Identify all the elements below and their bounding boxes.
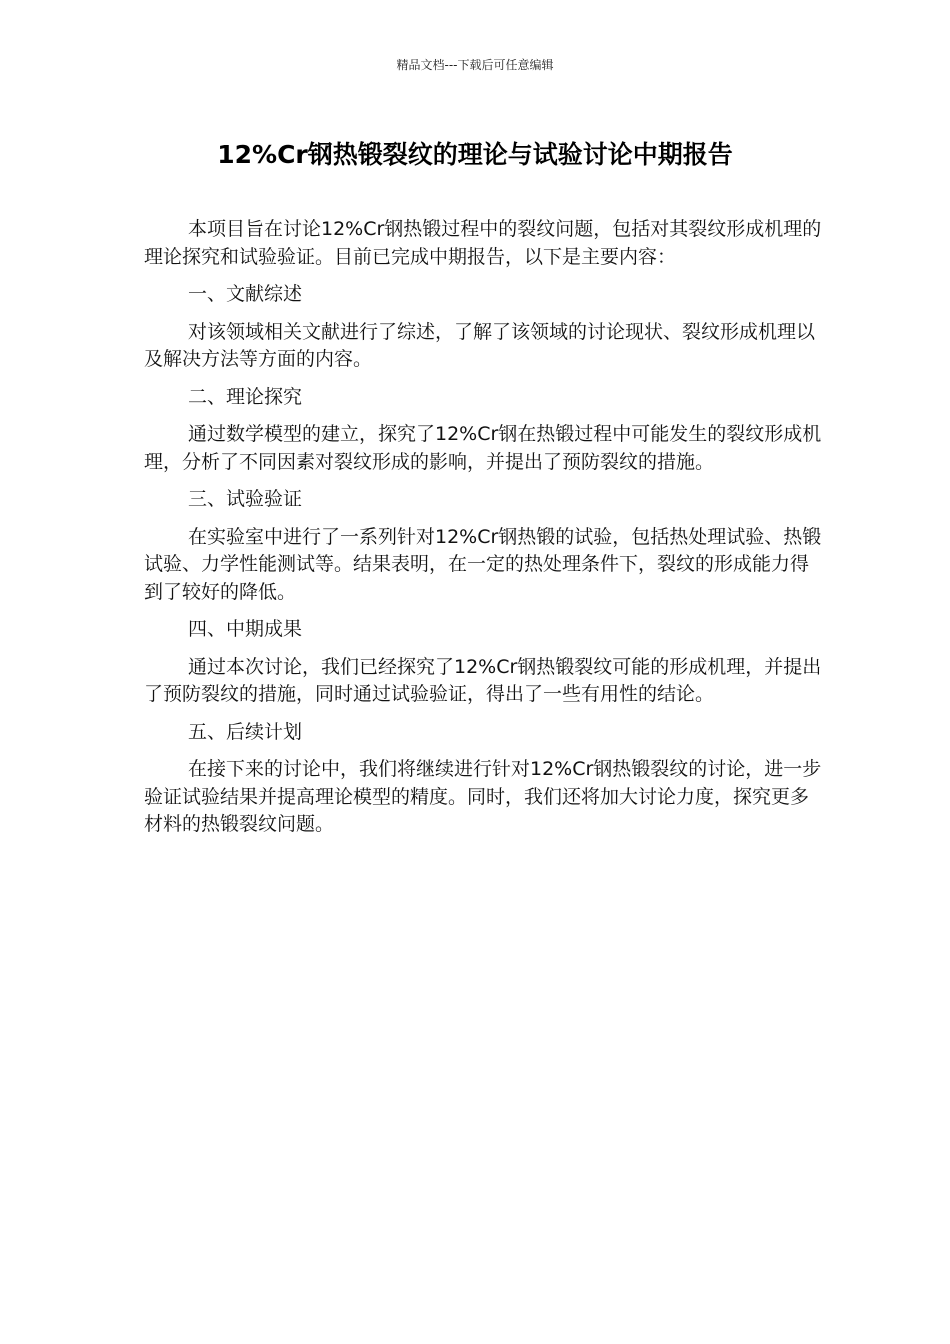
header-note: 精品文档---下载后可任意编辑 — [396, 58, 554, 72]
document-title: 12%Cr钢热锻裂纹的理论与试验讨论中期报告 — [217, 140, 733, 169]
section-body-future-plan: 在接下来的讨论中，我们将继续进行针对12%Cr钢热锻裂纹的讨论，进一步验证试验结果并提高理论模型的精度。同时，我们还将加大讨论力度，探究更多材料的热锻裂纹问题。 — [144, 758, 822, 835]
section-heading-experiment: 三、试验验证 — [188, 488, 303, 510]
intro-paragraph: 本项目旨在讨论12%Cr钢热锻过程中的裂纹问题，包括对其裂纹形成机理的理论探究和试验验证。目前已完成中期报告，以下是主要内容： — [144, 218, 822, 268]
section-heading-midterm-results: 四、中期成果 — [188, 618, 303, 640]
section-heading-literature-review: 一、文献综述 — [188, 283, 303, 305]
section-body-theory: 通过数学模型的建立，探究了12%Cr钢在热锻过程中可能发生的裂纹形成机理，分析了不同因素对裂纹形成的影响，并提出了预防裂纹的措施。 — [144, 423, 822, 473]
section-heading-theory: 二、理论探究 — [188, 385, 303, 408]
section-body-experiment: 在实验室中进行了一系列针对12%Cr钢热锻的试验，包括热处理试验、热锻试验、力学性能测试等。结果表明，在一定的热处理条件下，裂纹的形成能力得到了较好的降低。 — [144, 525, 822, 603]
document-body — [144, 216, 824, 849]
section-body-literature-review: 对该领域相关文献进行了综述，了解了该领域的讨论现状、裂纹形成机理以及解决方法等方面的内容。 — [144, 320, 816, 370]
section-heading-future-plan: 五、后续计划 — [188, 720, 303, 743]
section-body-midterm-results: 通过本次讨论，我们已经探究了12%Cr钢热锻裂纹可能的形成机理，并提出了预防裂纹的措施，同时通过试验验证，得出了一些有用性的结论。 — [144, 655, 822, 705]
